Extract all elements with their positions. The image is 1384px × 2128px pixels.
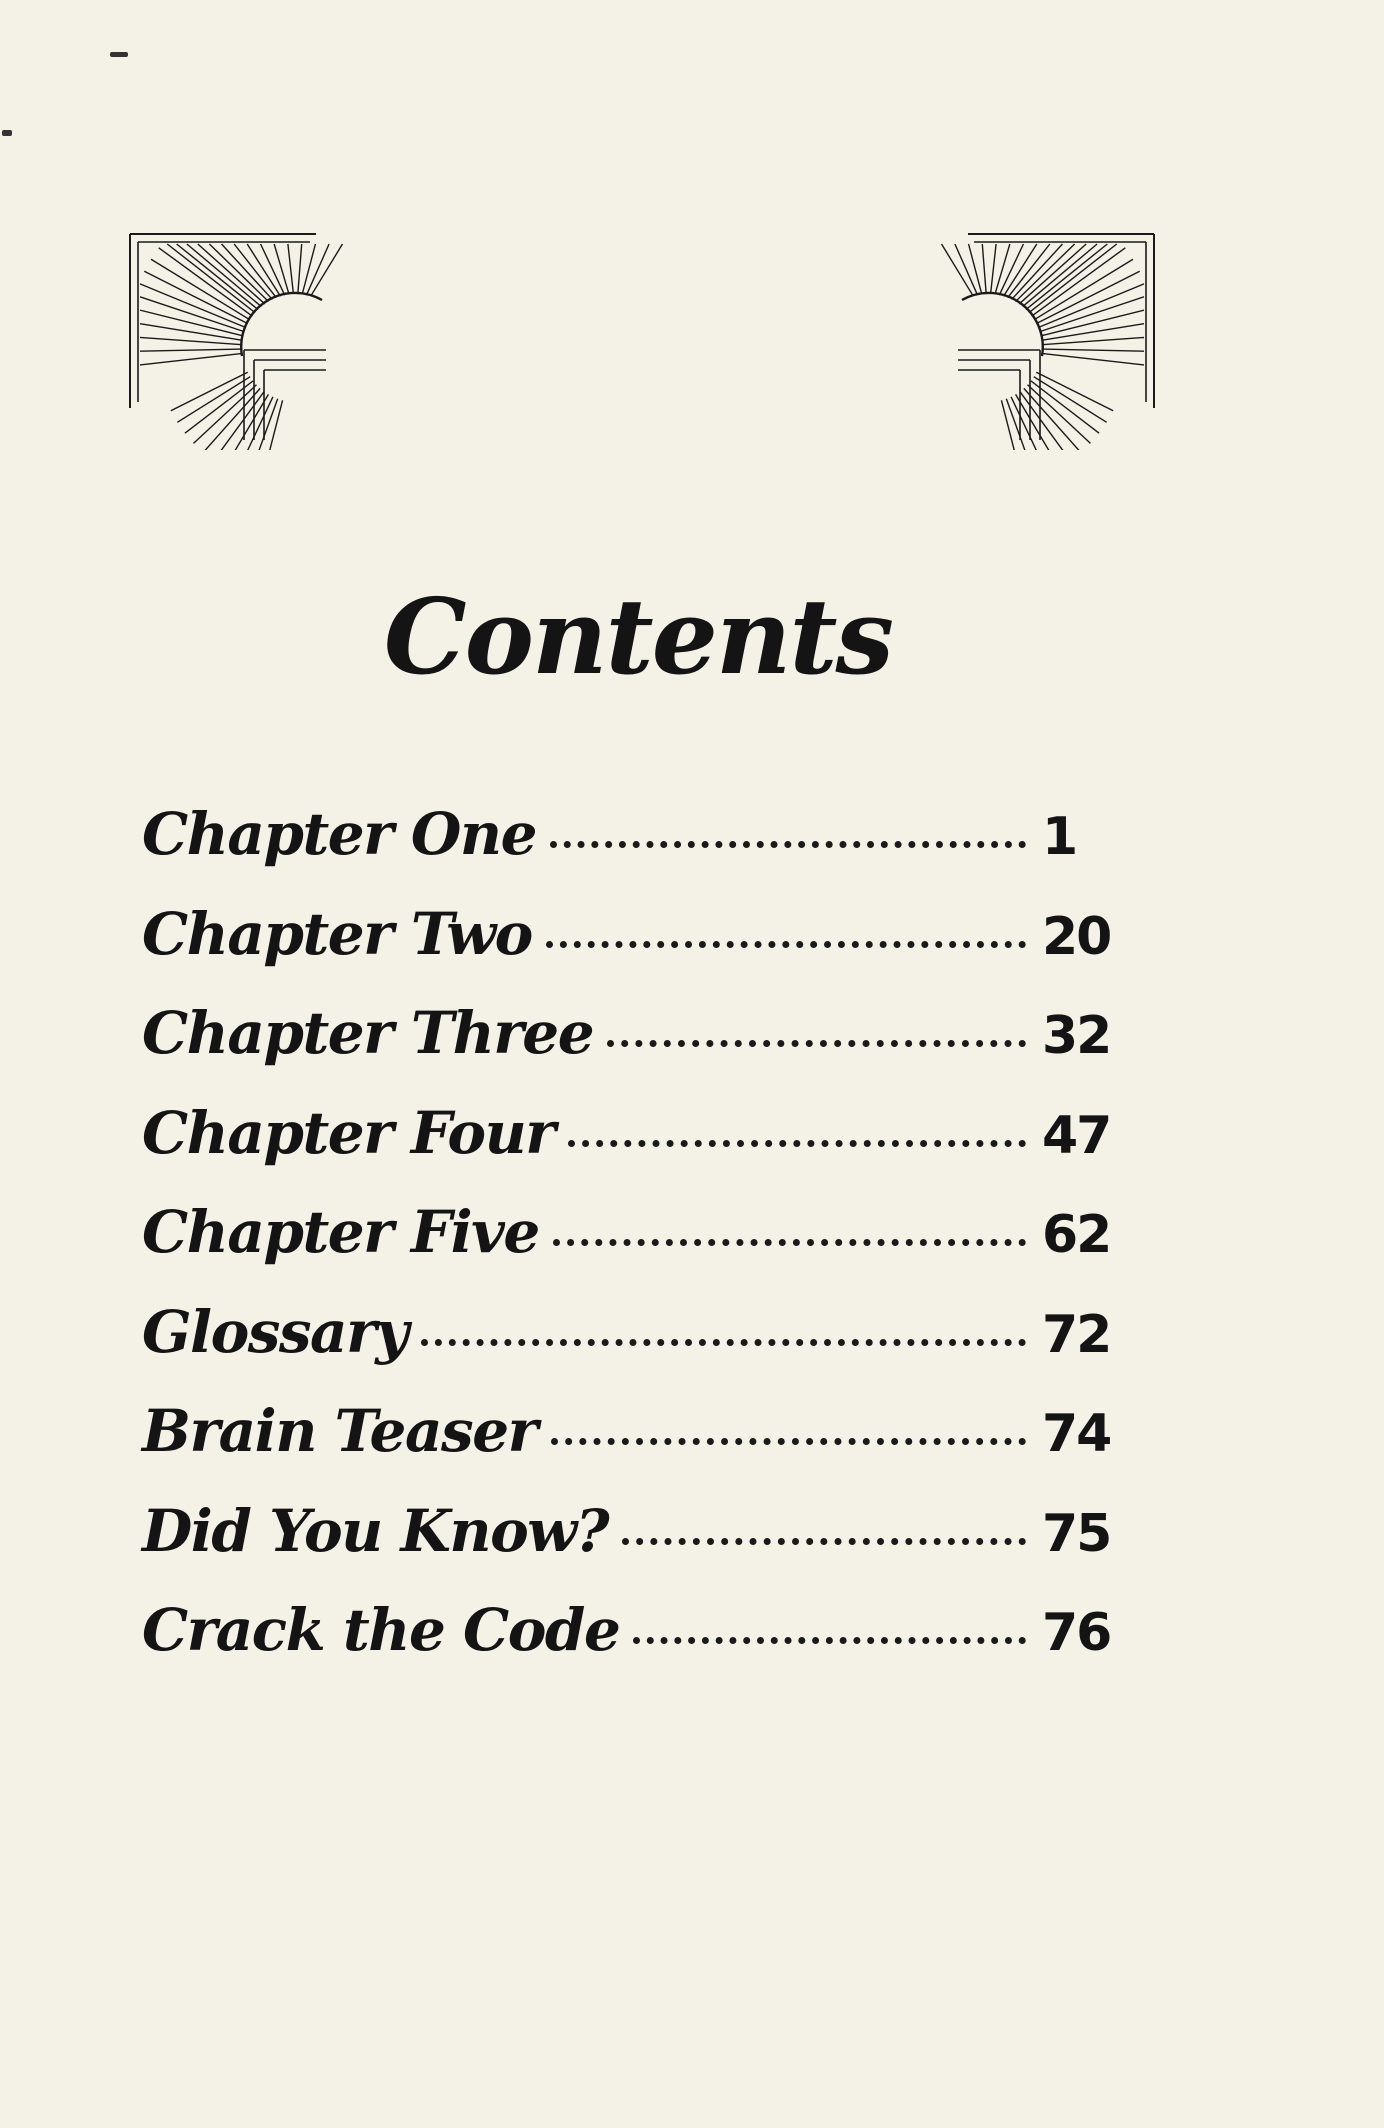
- toc-page-number: 20: [1042, 906, 1111, 967]
- toc-page-number: 1: [1042, 807, 1077, 867]
- toc-page-number: 76: [1042, 1603, 1111, 1663]
- toc-page-number: 62: [1042, 1205, 1111, 1265]
- toc-dot-leader: [553, 1239, 1026, 1246]
- toc-entry-label: Chapter Five: [142, 1198, 539, 1266]
- toc-entry-label: Glossary: [142, 1297, 408, 1366]
- toc-entry: [142, 1397, 1111, 1497]
- toc-dot-leader: [546, 941, 1026, 948]
- toc-entry: [142, 1596, 1111, 1696]
- toc-page-number: 72: [1042, 1304, 1111, 1365]
- toc-entry-label: Chapter Three: [142, 999, 594, 1067]
- paper-speck: [2, 130, 12, 136]
- toc-dot-leader: [550, 841, 1026, 848]
- toc-entry-label: Chapter One: [142, 800, 537, 868]
- sunburst-corner-icon: [126, 230, 396, 450]
- toc-entry: [142, 1297, 1111, 1398]
- sunburst-corner-icon: [888, 230, 1158, 450]
- toc-entry: [142, 899, 1111, 1000]
- toc-page-number: 32: [1042, 1006, 1111, 1066]
- toc-entry-label: Crack the Code: [142, 1596, 620, 1664]
- toc-entry: [142, 999, 1111, 1099]
- toc-entry-label: Chapter Two: [142, 899, 532, 968]
- table-of-contents: [142, 800, 1111, 1696]
- toc-dot-leader: [607, 1040, 1026, 1047]
- toc-dot-leader: [622, 1538, 1026, 1545]
- toc-entry: [142, 1496, 1111, 1597]
- toc-entry: [142, 800, 1102, 900]
- toc-dot-leader: [568, 1140, 1026, 1147]
- toc-page-number: 75: [1042, 1503, 1111, 1564]
- toc-entry-label: Chapter Four: [142, 1098, 555, 1167]
- toc-page-number: 47: [1042, 1105, 1111, 1166]
- toc-entry-label: Brain Teaser: [142, 1397, 537, 1465]
- toc-entry: [142, 1098, 1111, 1199]
- paper-speck: [110, 52, 128, 57]
- page-title: Contents: [383, 575, 893, 698]
- toc-entry: [142, 1198, 1111, 1298]
- toc-page-number: 74: [1042, 1404, 1111, 1464]
- toc-dot-leader: [551, 1438, 1026, 1445]
- toc-dot-leader: [633, 1637, 1026, 1644]
- toc-dot-leader: [421, 1339, 1026, 1346]
- toc-entry-label: Did You Know?: [142, 1496, 609, 1565]
